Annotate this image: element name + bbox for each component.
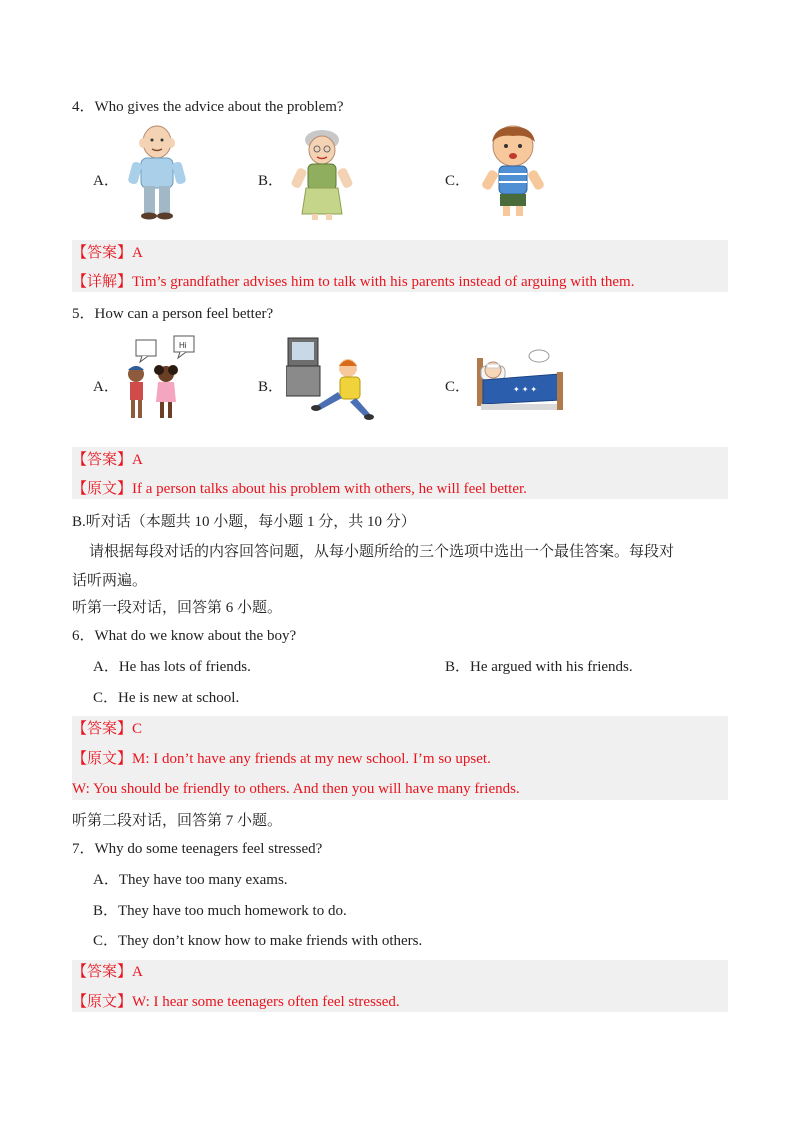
q5-answer-box bbox=[72, 447, 728, 499]
q7-option-a[interactable]: A．They have too many exams. bbox=[93, 872, 288, 888]
star-pattern: ✦ ✦ ✦ bbox=[513, 385, 538, 394]
q7-option-b[interactable]: B．They have too much homework to do. bbox=[93, 903, 347, 919]
q6-option-b[interactable]: B．He argued with his friends. bbox=[445, 659, 633, 675]
q7-option-c[interactable]: C．They don’t know how to make friends with others. bbox=[93, 933, 423, 949]
q7-script bbox=[72, 992, 400, 1012]
q5-option-c-label[interactable]: C． bbox=[445, 379, 471, 395]
q6-option-a[interactable]: A．He has lots of friends. bbox=[93, 659, 251, 675]
q6-question: 6．What do we know about the boy? bbox=[72, 628, 297, 644]
q4-option-c-label[interactable]: C． bbox=[445, 173, 471, 189]
q5-script-text: If a person talks about his problem with others, he will feel better. bbox=[132, 481, 527, 497]
q5-script-tag: 【原文】 bbox=[72, 481, 133, 497]
q4-question: 4．Who gives the advice about the problem? bbox=[72, 99, 344, 115]
q5-option-b-label[interactable]: B． bbox=[258, 379, 284, 395]
boy-watching-tv-icon[interactable] bbox=[286, 334, 376, 424]
q6-script-line2: W: You should be friendly to others. And then you will have many friends. bbox=[72, 781, 520, 797]
section-b-instruction-line1: 请根据每段对话的内容回答问题，从每小题所给的三个选项中选出一个最佳答案。每段对 bbox=[89, 544, 675, 560]
q7-script-text: W: I hear some teenagers often feel stressed. bbox=[132, 994, 400, 1010]
q4-detail-tag: 【详解】 bbox=[72, 274, 133, 290]
grandmother-icon[interactable] bbox=[286, 128, 358, 222]
bubble-text: Hi bbox=[179, 341, 187, 350]
q5-question: 5．How can a person feel better? bbox=[72, 306, 274, 322]
q5-option-a-label[interactable]: A． bbox=[93, 379, 119, 395]
q5-script bbox=[72, 479, 527, 499]
q4-answer-box bbox=[72, 240, 728, 292]
q6-option-c[interactable]: C．He is new at school. bbox=[93, 690, 240, 706]
q7-answer-box bbox=[72, 960, 728, 1012]
q6-answer-box bbox=[72, 716, 728, 800]
q6-script-line1 bbox=[72, 749, 491, 769]
q6-answer: 【答案】C bbox=[72, 721, 143, 737]
q4-answer: 【答案】A bbox=[72, 245, 143, 261]
q4-option-a-label[interactable]: A． bbox=[93, 173, 119, 189]
q6-script-text1: M: I don’t have any friends at my new school. I’m so upset. bbox=[132, 751, 491, 767]
q4-option-b-label[interactable]: B． bbox=[258, 173, 284, 189]
section-b-title: B.听对话（本题共 10 小题，每小题 1 分，共 10 分） bbox=[72, 514, 416, 530]
section-b-instruction-line2: 话听两遍。 bbox=[72, 573, 148, 589]
q7-question: 7．Why do some teenagers feel stressed? bbox=[72, 841, 323, 857]
q7-script-tag: 【原文】 bbox=[72, 994, 133, 1010]
q7-answer: 【答案】A bbox=[72, 964, 143, 980]
boy-icon[interactable] bbox=[475, 124, 551, 222]
dialog2-intro: 听第二段对话，回答第 7 小题。 bbox=[72, 813, 283, 829]
q5-answer: 【答案】A bbox=[72, 452, 143, 468]
q4-detail bbox=[72, 272, 634, 292]
q4-detail-text: Tim’s grandfather advises him to talk with his parents instead of arguing with them. bbox=[132, 274, 635, 290]
dialog1-intro: 听第一段对话，回答第 6 小题。 bbox=[72, 600, 283, 616]
q6-script-tag: 【原文】 bbox=[72, 751, 133, 767]
sick-child-in-bed-icon[interactable] bbox=[473, 344, 565, 416]
grandfather-icon[interactable] bbox=[122, 124, 192, 222]
two-kids-talking-icon[interactable] bbox=[118, 334, 200, 426]
